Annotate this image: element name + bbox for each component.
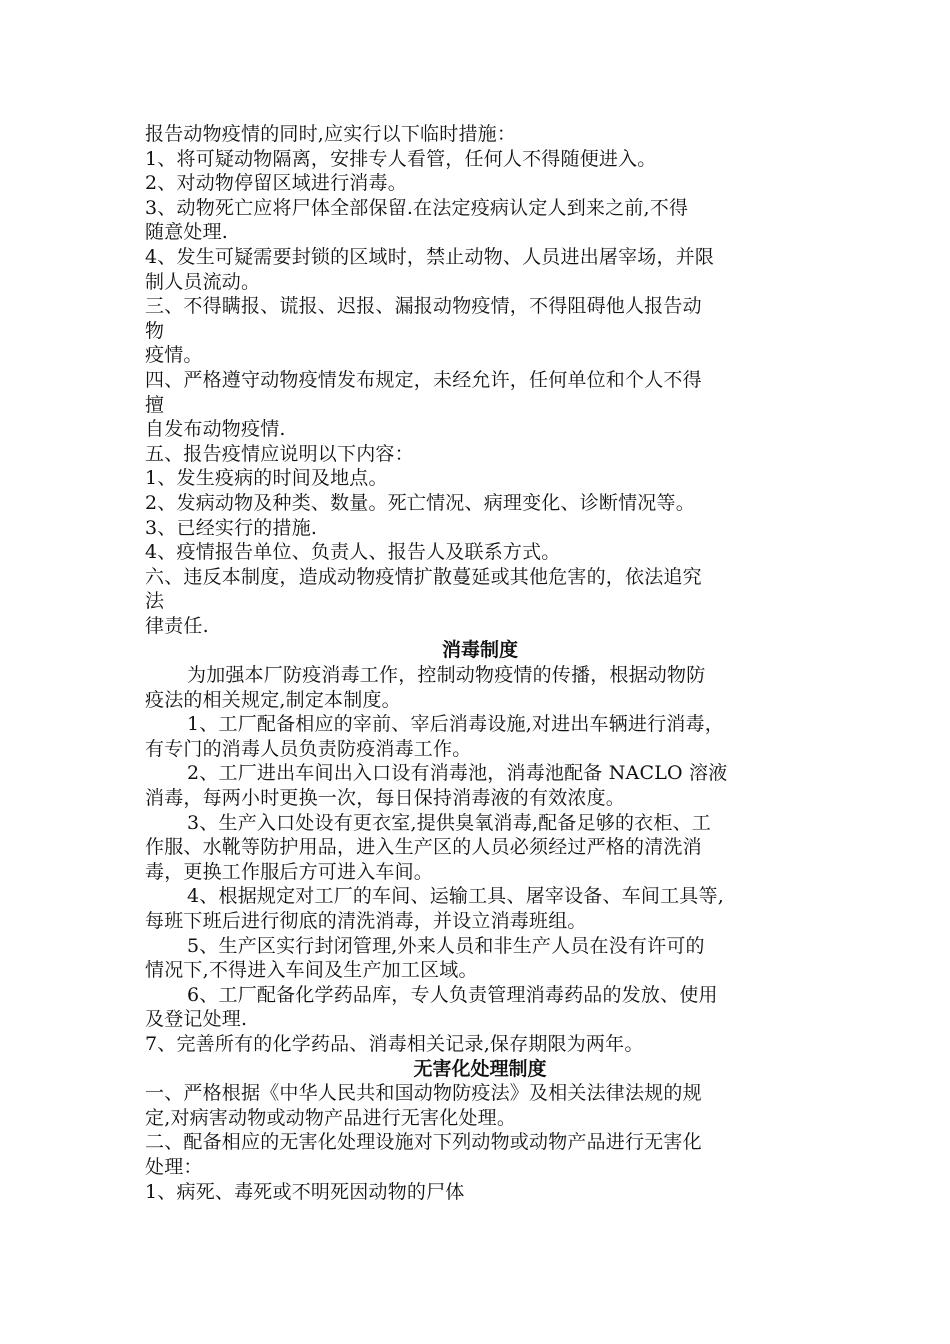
section-heading: 无害化处理制度 [413, 1057, 547, 1080]
paragraph-line: 有专门的消毒人员负责防疫消毒工作。 [145, 737, 472, 760]
paragraph-line: 1、病死、毒死或不明死因动物的尸体 [145, 1180, 465, 1203]
paragraph-line: 五、报告疫情应说明以下内容： [145, 442, 414, 465]
paragraph-line: 3、生产入口处设有更衣室,提供臭氧消毒,配备足够的衣柜、工 [187, 811, 711, 834]
section-intro [145, 122, 815, 638]
paragraph-line: 物 [145, 319, 165, 342]
paragraph-line: 定,对病害动物或动物产品进行无害化处理。 [145, 1106, 517, 1129]
section-harmless-treatment [145, 1057, 815, 1205]
paragraph-line: 2、发病动物及种类、数量。死亡情况、病理变化、诊断情况等。 [145, 491, 695, 514]
document-page [145, 122, 815, 1204]
paragraph-line: 4、疫情报告单位、负责人、报告人及联系方式。 [145, 541, 561, 564]
paragraph-line: 自发布动物疫情. [145, 418, 286, 441]
paragraph-line: 擅 [145, 393, 165, 416]
paragraph-line: 5、生产区实行封闭管理,外来人员和非生产人员在没有许可的 [187, 934, 705, 957]
paragraph-line: 2、对动物停留区域进行消毒。 [145, 172, 407, 195]
paragraph-line: 疫法的相关规定,制定本制度。 [145, 688, 401, 711]
paragraph-line: 疫情。 [145, 344, 203, 367]
paragraph-line: 报告动物疫情的同时,应实行以下临时措施： [145, 123, 517, 145]
paragraph-line: 情况下,不得进入车间及生产加工区域。 [145, 959, 478, 982]
paragraph-line: 三、不得瞒报、谎报、迟报、漏报动物疫情，不得阻碍他人报告动 [145, 295, 702, 318]
paragraph-line: 六、违反本制度，造成动物疫情扩散蔓延或其他危害的，依法追究 [145, 565, 702, 588]
paragraph-line: 为加强本厂防疫消毒工作，控制动物疫情的传播，根据动物防 [187, 664, 706, 687]
paragraph-line: 及登记处理. [145, 1008, 248, 1031]
section-disinfection [145, 638, 815, 1056]
paragraph-line: 一、严格根据《中华人民共和国动物防疫法》及相关法律法规的规 [145, 1082, 702, 1105]
paragraph-line: 作服、水靴等防护用品，进入生产区的人员必须经过严格的清洗消 [145, 836, 702, 859]
paragraph-line: 消毒，每两小时更换一次，每日保持消毒液的有效浓度。 [145, 787, 626, 810]
paragraph-line: 制人员流动。 [145, 270, 261, 293]
paragraph-line: 1、发生疫病的时间及地点。 [145, 467, 388, 490]
paragraph-line: 每班下班后进行彻底的清洗消毒，并设立消毒班组。 [145, 910, 587, 932]
paragraph-line: 处理： [145, 1155, 203, 1178]
paragraph-line: 4、发生可疑需要封锁的区域时，禁止动物、人员进出屠宰场，并限 [145, 245, 715, 268]
paragraph-line: 4、根据规定对工厂的车间、运输工具、屠宰设备、车间工具等, [187, 885, 724, 908]
paragraph-line: 四、严格遵守动物疫情发布规定，未经允许，任何单位和个人不得 [145, 368, 702, 391]
paragraph-line: 2、工厂进出车间出入口设有消毒池，消毒池配备 NACLO 溶液 [187, 762, 728, 785]
paragraph-line: 律责任. [145, 614, 209, 637]
paragraph-line: 3、已经实行的措施. [145, 516, 318, 539]
paragraph-line: 6、工厂配备化学药品库，专人负责管理消毒药品的发放、使用 [187, 983, 718, 1006]
paragraph-line: 毒，更换工作服后方可进入车间。 [145, 860, 434, 883]
paragraph-line: 1、将可疑动物隔离，安排专人看管，任何人不得随便进入。 [145, 147, 657, 170]
paragraph-line: 7、完善所有的化学药品、消毒相关记录,保存期限为两年。 [145, 1032, 644, 1055]
paragraph-line: 3、动物死亡应将尸体全部保留.在法定疫病认定人到来之前,不得 [145, 196, 689, 219]
paragraph-line: 1、工厂配备相应的宰前、宰后消毒设施,对进出车辆进行消毒， [187, 713, 724, 736]
paragraph-line: 二、配备相应的无害化处理设施对下列动物或动物产品进行无害化 [145, 1131, 702, 1154]
paragraph-line: 随意处理. [145, 221, 229, 244]
paragraph-line: 法 [145, 590, 165, 613]
section-heading: 消毒制度 [441, 639, 518, 662]
